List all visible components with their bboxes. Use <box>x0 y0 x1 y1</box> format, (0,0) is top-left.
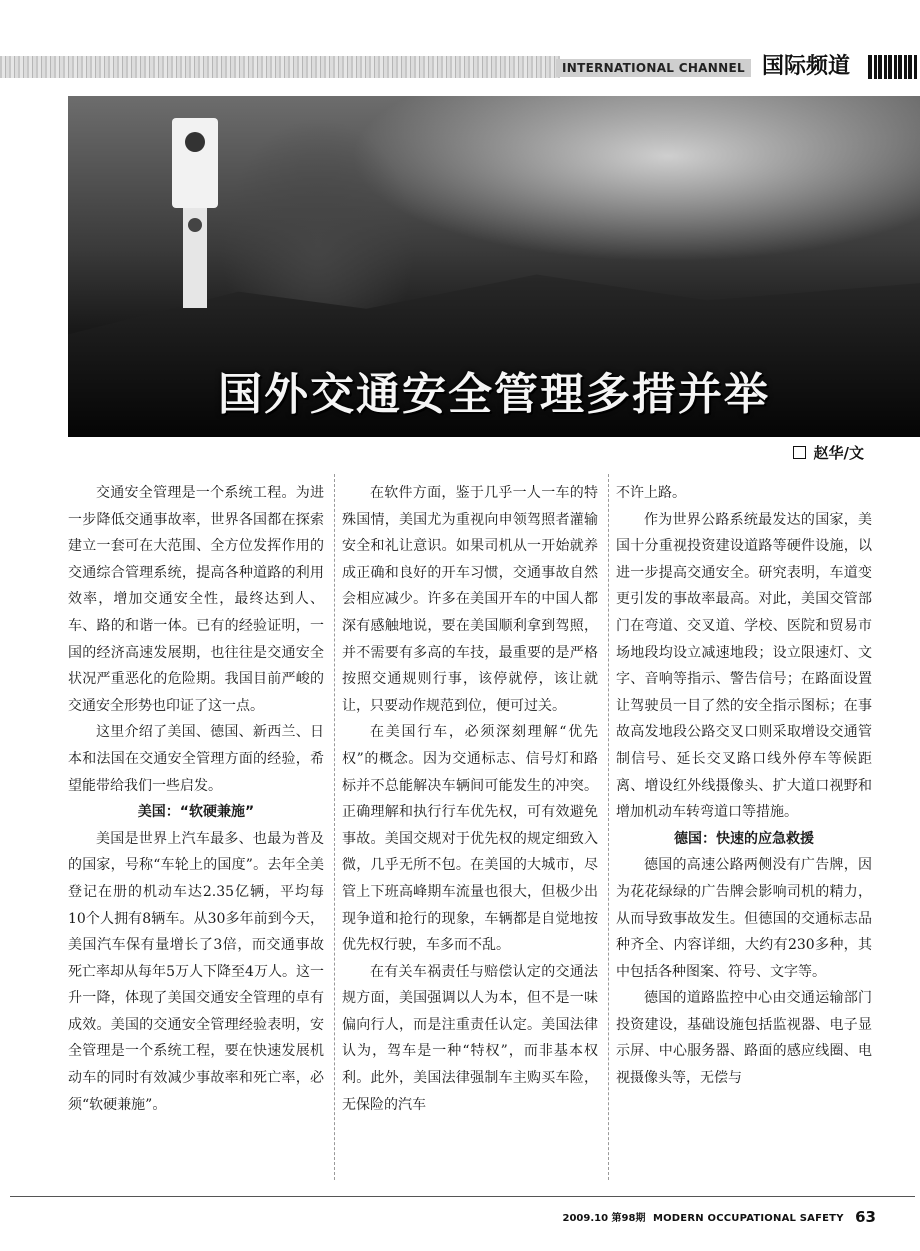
paragraph: 美国是世界上汽车最多、也最为普及的国家，号称“车轮上的国度”。去年全美登记在册的机动车达2.35亿辆，平均每10个人拥有8辆车。从30多年前到今天，美国汽车保有量增长了3倍，而交通事故死亡率却从每年5万人下降至4万人。这一升一降，体现了美国交通安全管理的卓有成效。美国的交通安全管理经验表明，安全管理是一个系统工程，要在快速发展机动车的同时有效减少事故率和死亡率，必须“软硬兼施”。 <box>68 830 324 1113</box>
hero-image <box>68 96 920 437</box>
channel-english-label: INTERNATIONAL CHANNEL <box>556 59 751 77</box>
paragraph: 在有关车祸责任与赔偿认定的交通法规方面，美国强调以人为本，但不是一味偏向行人，而是注重责任认定。美国法律认为，驾车是一种“特权”，而非基本权利。此外，美国法律强制车主购买车险，无保险的汽车 <box>342 963 598 1113</box>
paragraph: 交通安全管理是一个系统工程。为进一步降低交通事故率，世界各国都在探索建立一套可在大范围、全方位发挥作用的交通综合管理系统，提高各种道路的利用效率，增加交通安全性，最终达到人、车、路的和谐一体。已有的经验证明，一国的经济高速发展期，也往往是交通安全状况严重恶化的危险期。我国目前严峻的交通安全形势也印证了这一点。 <box>68 485 324 714</box>
paragraph: 这里介绍了美国、德国、新西兰、日本和法国在交通安全管理方面的经验，希望能带给我们一些启发。 <box>68 724 324 794</box>
sign-post-icon <box>183 208 207 308</box>
column-divider <box>608 474 609 1180</box>
paragraph: 不许上路。 <box>616 485 686 501</box>
byline <box>793 442 864 463</box>
author: 赵华/文 <box>813 444 864 462</box>
section-heading: 德国：快速的应急救援 <box>674 830 814 847</box>
section-heading: 美国：“软硬兼施” <box>137 804 255 821</box>
channel-chinese-label: 国际频道 <box>762 54 851 79</box>
page-number: 63 <box>855 1208 876 1226</box>
paragraph: 作为世界公路系统最发达的国家，美国十分重视投资建设道路等硬件设施，以进一步提高交通安全。研究表明，车道变更引发的事故率最高。对此，美国交管部门在弯道、交叉道、学校、医院和贸易市场地段均设立减速地段；设立限速灯、文字、音响等指示、警告信号；在路面设置让驾驶员一目了然的安全指示图标；在事故高发地段公路交叉口则采取增设交通管制信号、延长交叉路口线外停车等候距离、增设红外线摄像头、扩大道口视野和增加机动车转弯道口等措施。 <box>616 511 872 821</box>
footer-rule <box>10 1196 915 1197</box>
paragraph: 在软件方面，鉴于几乎一人一车的特殊国情，美国尤为重视向申领驾照者灌输安全和礼让意识。如果司机从一开始就养成正确和良好的开车习惯，交通事故自然会相应减少。许多在美国开车的中国人都深有感触地说，要在美国顺利拿到驾照，并不需要有多高的车技，最重要的是严格按照交通规则行事，该停就停，该让就让，只要动作规范到位，便可过关。 <box>342 485 598 714</box>
channel-header <box>0 52 920 82</box>
paragraph: 在美国行车，必须深刻理解“优先权”的概念。因为交通标志、信号灯和路标并不总能解决车辆间可能发生的冲突。正确理解和执行行车优先权，可有效避免事故。美国交规对于优先权的规定细致入微，几乎无所不包。在美国的大城市，尽管上下班高峰期车流量也很大，但极少出现争道和抢行的现象，车辆都是自觉地按优先权行驶，车多而不乱。 <box>342 724 598 954</box>
column-divider <box>334 474 335 1180</box>
paragraph: 德国的道路监控中心由交通运输部门投资建设，基础设施包括监视器、电子显示屏、中心服务器、路面的感应线圈、电视摄像头等，无偿与 <box>616 990 872 1087</box>
article-column-2 <box>342 480 598 1118</box>
paragraph: 德国的高速公路两侧没有广告牌，因为花花绿绿的广告牌会影响司机的精力，从而导致事故发生。但德国的交通标志品种齐全、内容详细，大约有230多种，其中包括各种图案、符号、文字等。 <box>616 857 872 980</box>
article-title: 国外交通安全管理多措并举 <box>218 369 770 420</box>
header-texture <box>0 56 560 78</box>
article-column-1 <box>68 480 324 1118</box>
square-icon <box>793 446 806 459</box>
article-column-3 <box>616 480 872 1092</box>
header-bars-decoration <box>868 55 918 79</box>
issue-info: 2009.10 第98期 <box>562 1213 646 1224</box>
page-footer <box>563 1208 876 1226</box>
road-sign-icon <box>172 118 218 208</box>
magazine-name: MODERN OCCUPATIONAL SAFETY <box>652 1213 844 1224</box>
